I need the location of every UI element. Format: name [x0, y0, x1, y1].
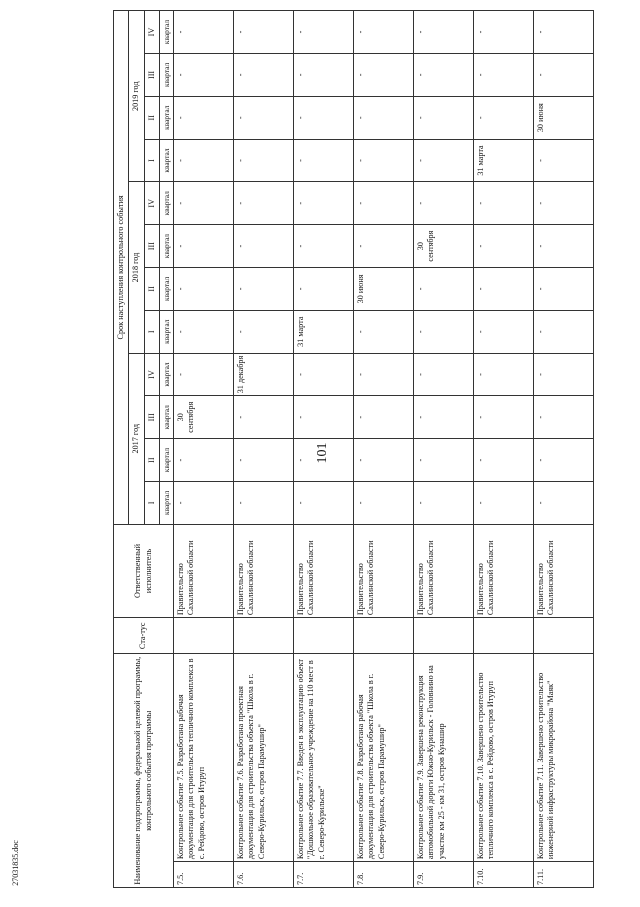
row-status: [234, 618, 294, 654]
row-deadline-cell: -: [294, 396, 354, 439]
header-year-1: 2017 год: [129, 353, 144, 524]
row-deadline-cell: -: [474, 439, 534, 482]
row-deadline-cell: -: [234, 310, 294, 353]
row-deadline-cell: -: [294, 11, 354, 54]
row-deadline-cell: -: [174, 225, 234, 268]
table-row: [414, 11, 474, 888]
row-deadline-cell: -: [354, 139, 414, 182]
row-event-name: Контрольное событие 7.7. Введен в эксплуатацию объект "Дошкольное образовательное учреждение на 110 мест в г. Северо-Курильске": [294, 654, 354, 862]
footer-document-code: 27031835.doc: [11, 840, 20, 886]
table-row: [534, 11, 594, 888]
table-row: [354, 11, 414, 888]
row-event-name: Контрольное событие 7.9. Завершена реконструкция автомобильной дороги Южно-Курильск - Головнино на участке км 25 - км 31, остров Кунашир: [414, 654, 474, 862]
row-deadline-cell: -: [294, 139, 354, 182]
row-deadline-cell: -: [234, 481, 294, 524]
row-responsible: Правительство Сахалинской области: [234, 524, 294, 617]
row-status: [474, 618, 534, 654]
row-number: 7.5.: [174, 862, 234, 888]
row-deadline-cell: -: [414, 439, 474, 482]
header-deadline-group: Срок наступления контрольного события: [114, 11, 129, 525]
row-deadline-cell: -: [474, 54, 534, 97]
header-quarter-word: квартал: [159, 225, 173, 268]
table-body: [174, 11, 594, 888]
header-quarter-num: I: [144, 481, 159, 524]
row-number: 7.6.: [234, 862, 294, 888]
row-deadline-cell: -: [234, 139, 294, 182]
header-quarter-word: квартал: [159, 396, 173, 439]
row-deadline-cell: -: [474, 225, 534, 268]
row-deadline-cell: -: [474, 11, 534, 54]
row-deadline-cell: 30 июня: [534, 96, 594, 139]
header-quarter-num: IV: [144, 353, 159, 396]
row-deadline-cell: -: [354, 396, 414, 439]
header-quarter-num: II: [144, 96, 159, 139]
row-deadline-cell: -: [174, 182, 234, 225]
header-status-col: Ста-тус: [114, 618, 174, 654]
table-row: [234, 11, 294, 888]
header-quarter-num: IV: [144, 11, 159, 54]
table-row: [474, 11, 534, 888]
table-header: [114, 11, 174, 888]
row-deadline-cell: -: [414, 139, 474, 182]
row-deadline-cell: -: [354, 481, 414, 524]
header-year-3: 2019 год: [129, 11, 144, 182]
row-deadline-cell: -: [294, 268, 354, 311]
row-number: 7.10.: [474, 862, 534, 888]
row-deadline-cell: -: [534, 396, 594, 439]
header-quarter-word: квартал: [159, 11, 173, 54]
row-deadline-cell: -: [414, 310, 474, 353]
row-deadline-cell: -: [294, 96, 354, 139]
row-status: [174, 618, 234, 654]
row-deadline-cell: -: [534, 225, 594, 268]
header-quarter-num: I: [144, 310, 159, 353]
row-deadline-cell: -: [354, 353, 414, 396]
row-deadline-cell: -: [234, 225, 294, 268]
row-event-name: Контрольное событие 7.10. Завершено строительство тепличного комплекса в с. Рейдово, остров Итуруп: [474, 654, 534, 862]
header-quarter-word: квартал: [159, 310, 173, 353]
row-deadline-cell: -: [354, 11, 414, 54]
row-responsible: Правительство Сахалинской области: [354, 524, 414, 617]
row-deadline-cell: -: [414, 353, 474, 396]
row-deadline-cell: -: [174, 96, 234, 139]
row-deadline-cell: -: [414, 396, 474, 439]
row-number: 7.8.: [354, 862, 414, 888]
row-deadline-cell: -: [234, 96, 294, 139]
row-deadline-cell: -: [354, 439, 414, 482]
header-year-2: 2018 год: [129, 182, 144, 353]
header-responsible-col: Ответственный исполнитель: [114, 524, 174, 617]
row-deadline-cell: -: [474, 268, 534, 311]
header-quarter-word: квартал: [159, 182, 173, 225]
row-deadline-cell: -: [294, 54, 354, 97]
row-deadline-cell: -: [474, 396, 534, 439]
row-deadline-cell: -: [414, 481, 474, 524]
row-deadline-cell: -: [534, 182, 594, 225]
header-quarter-word: квартал: [159, 96, 173, 139]
row-deadline-cell: -: [174, 481, 234, 524]
header-quarter-num: III: [144, 396, 159, 439]
row-deadline-cell: -: [354, 96, 414, 139]
header-quarter-num: II: [144, 439, 159, 482]
row-status: [294, 618, 354, 654]
row-deadline-cell: -: [174, 353, 234, 396]
row-deadline-cell: -: [534, 310, 594, 353]
row-status: [534, 618, 594, 654]
row-deadline-cell: -: [234, 268, 294, 311]
row-deadline-cell: 31 марта: [294, 310, 354, 353]
header-row-1: [114, 11, 129, 888]
header-quarter-num: I: [144, 139, 159, 182]
header-quarter-num: IV: [144, 182, 159, 225]
row-number: 7.9.: [414, 862, 474, 888]
row-responsible: Правительство Сахалинской области: [414, 524, 474, 617]
header-quarter-num: III: [144, 225, 159, 268]
row-number: 7.7.: [294, 862, 354, 888]
row-deadline-cell: -: [294, 225, 354, 268]
row-deadline-cell: -: [474, 96, 534, 139]
row-event-name: Контрольное событие 7.11. Завершено строительство инженерной инфраструктуры микрорайона "Маяк": [534, 654, 594, 862]
header-name-col: Наименование подпрограммы, федеральной целевой программы, контрольного события программы: [114, 654, 174, 888]
row-status: [354, 618, 414, 654]
row-deadline-cell: -: [354, 310, 414, 353]
row-deadline-cell: -: [534, 439, 594, 482]
row-deadline-cell: -: [474, 481, 534, 524]
row-deadline-cell: -: [174, 310, 234, 353]
row-deadline-cell: -: [234, 396, 294, 439]
header-quarter-word: квартал: [159, 139, 173, 182]
row-status: [414, 618, 474, 654]
row-deadline-cell: 30 сентября: [174, 396, 234, 439]
table-row: [174, 11, 234, 888]
header-quarter-word: квартал: [159, 268, 173, 311]
header-quarter-num: II: [144, 268, 159, 311]
row-responsible: Правительство Сахалинской области: [294, 524, 354, 617]
row-deadline-cell: -: [534, 54, 594, 97]
row-deadline-cell: -: [174, 11, 234, 54]
control-events-table: [113, 10, 594, 888]
row-deadline-cell: -: [414, 182, 474, 225]
row-deadline-cell: -: [534, 11, 594, 54]
row-deadline-cell: -: [174, 54, 234, 97]
row-deadline-cell: -: [534, 139, 594, 182]
row-deadline-cell: -: [414, 96, 474, 139]
row-deadline-cell: 30 сентября: [414, 225, 474, 268]
row-responsible: Правительство Сахалинской области: [534, 524, 594, 617]
row-deadline-cell: -: [414, 54, 474, 97]
row-event-name: Контрольное событие 7.8. Разработана рабочая документация для строительства объекта "Школа в г. Северо-Курильск, остров Парамушир": [354, 654, 414, 862]
row-deadline-cell: 30 июня: [354, 268, 414, 311]
row-deadline-cell: -: [294, 353, 354, 396]
row-deadline-cell: -: [534, 481, 594, 524]
row-event-name: Контрольное событие 7.6. Разработана проектная документация для строительства объекта "Школа в г. Северо-Курильск, остров Парамушир": [234, 654, 294, 862]
row-deadline-cell: 31 декабря: [234, 353, 294, 396]
row-deadline-cell: -: [354, 225, 414, 268]
row-responsible: Правительство Сахалинской области: [174, 524, 234, 617]
row-deadline-cell: 31 марта: [474, 139, 534, 182]
row-number: 7.11.: [534, 862, 594, 888]
row-deadline-cell: -: [474, 182, 534, 225]
rotated-table-container: [113, 10, 583, 888]
header-quarter-word: квартал: [159, 481, 173, 524]
row-deadline-cell: -: [174, 268, 234, 311]
table-row: [294, 11, 354, 888]
row-deadline-cell: -: [234, 439, 294, 482]
row-deadline-cell: -: [234, 11, 294, 54]
row-deadline-cell: -: [294, 439, 354, 482]
header-quarter-word: квартал: [159, 54, 173, 97]
row-deadline-cell: -: [174, 439, 234, 482]
header-quarter-num: III: [144, 54, 159, 97]
row-deadline-cell: -: [294, 182, 354, 225]
page-number: 101: [315, 442, 330, 464]
row-deadline-cell: -: [474, 353, 534, 396]
row-event-name: Контрольное событие 7.5. Разработана рабочая документация для строительства тепличного комплекса в с. Рейдово, остров Итуруп: [174, 654, 234, 862]
row-responsible: Правительство Сахалинской области: [474, 524, 534, 617]
row-deadline-cell: -: [234, 54, 294, 97]
row-deadline-cell: -: [294, 481, 354, 524]
header-quarter-word: квартал: [159, 353, 173, 396]
row-deadline-cell: -: [414, 11, 474, 54]
row-deadline-cell: -: [234, 182, 294, 225]
header-quarter-word: квартал: [159, 439, 173, 482]
row-deadline-cell: -: [354, 182, 414, 225]
row-deadline-cell: -: [354, 54, 414, 97]
row-deadline-cell: -: [534, 353, 594, 396]
row-deadline-cell: -: [534, 268, 594, 311]
row-deadline-cell: -: [174, 139, 234, 182]
row-deadline-cell: -: [414, 268, 474, 311]
row-deadline-cell: -: [474, 310, 534, 353]
